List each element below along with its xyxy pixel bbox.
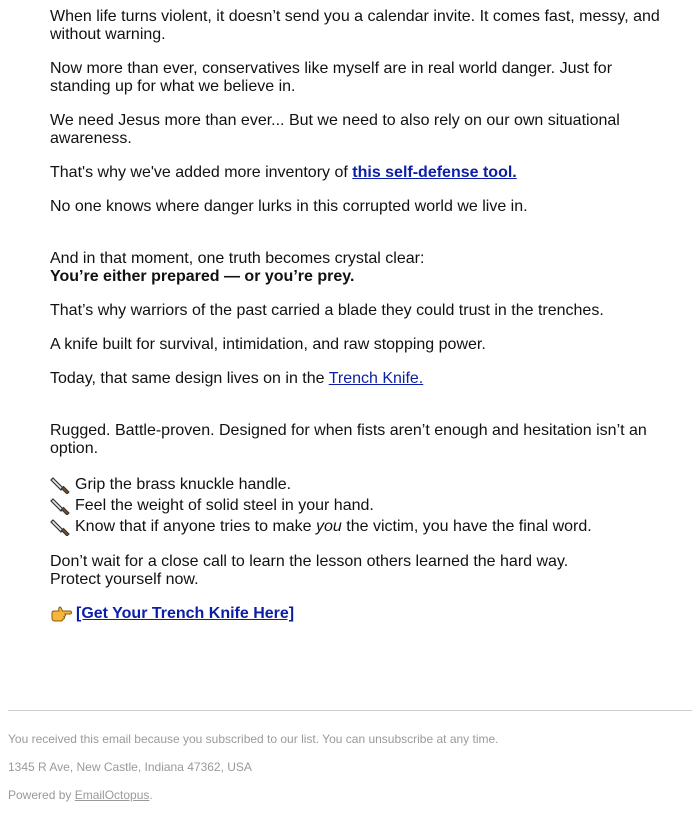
feature-grip: Grip the brass knuckle handle.	[75, 476, 292, 493]
paragraph-inventory	[50, 164, 660, 182]
emailoctopus-link[interactable]: EmailOctopus	[74, 788, 150, 802]
final-word-emphasis: you	[316, 518, 342, 535]
feature-list	[50, 474, 660, 537]
paragraph-intro: When life turns violent, it doesn’t send you a calendar invite. It comes fast, messy, and without warning.	[50, 8, 660, 43]
paragraph-warriors: That’s why warriors of the past carried a blade they could trust in the trenches.	[50, 302, 604, 319]
paragraph-corrupted-world: No one knows where danger lurks in this corrupted world we live in.	[50, 198, 528, 215]
subscription-notice: You received this email because you subscribed to our list. You can unsubscribe at any time.	[8, 732, 499, 746]
powered-by-prefix: Powered by	[8, 788, 75, 802]
protect-yourself-text: Protect yourself now.	[50, 571, 199, 588]
design-text: Today, that same design lives on in the	[50, 370, 329, 387]
paragraph-awareness: We need Jesus more than ever... But we need to also rely on our own situational awareness.	[50, 112, 620, 147]
truth-line: And in that moment, one truth becomes crystal clear:	[50, 250, 425, 267]
paragraph-danger: Now more than ever, conservatives like myself are in real world danger. Just for standing up for what we believe in.	[50, 60, 613, 95]
powered-by	[8, 788, 688, 802]
self-defense-tool-link[interactable]: this self-defense tool.	[352, 164, 517, 181]
get-trench-knife-link[interactable]: [Get Your Trench Knife Here]	[76, 605, 295, 622]
paragraph-truth	[50, 250, 660, 286]
knife-icon	[50, 497, 70, 515]
feature-weight: Feel the weight of solid steel in your hand.	[75, 497, 374, 514]
prepared-or-prey-text: You’re either prepared — or you’re prey.	[50, 268, 355, 285]
powered-by-suffix: .	[149, 788, 153, 802]
knife-icon	[50, 476, 70, 494]
trench-knife-link[interactable]: Trench Knife.	[328, 370, 424, 387]
list-item	[50, 495, 660, 516]
inventory-text: That's why we've added more inventory of	[50, 164, 353, 181]
email-body	[50, 8, 660, 623]
knife-icon	[50, 518, 70, 536]
paragraph-knife-built: A knife built for survival, intimidation, and raw stopping power.	[50, 336, 486, 353]
cta-row	[50, 605, 660, 623]
feature-final-word	[75, 516, 592, 537]
list-item	[50, 516, 660, 537]
close-call-text: Don’t wait for a close call to learn the lesson others learned the hard way.	[50, 553, 569, 570]
footer-divider	[8, 710, 692, 711]
list-item	[50, 474, 660, 495]
pointing-hand-icon	[50, 605, 72, 623]
mailing-address: 1345 R Ave, New Castle, Indiana 47362, USA	[8, 760, 252, 774]
final-word-prefix: Know that if anyone tries to make	[75, 518, 317, 535]
final-word-suffix: the victim, you have the final word.	[341, 518, 592, 535]
paragraph-rugged: Rugged. Battle-proven. Designed for when fists aren’t enough and hesitation isn’t an option.	[50, 422, 647, 457]
paragraph-design	[50, 370, 660, 388]
paragraph-protect	[50, 553, 660, 589]
